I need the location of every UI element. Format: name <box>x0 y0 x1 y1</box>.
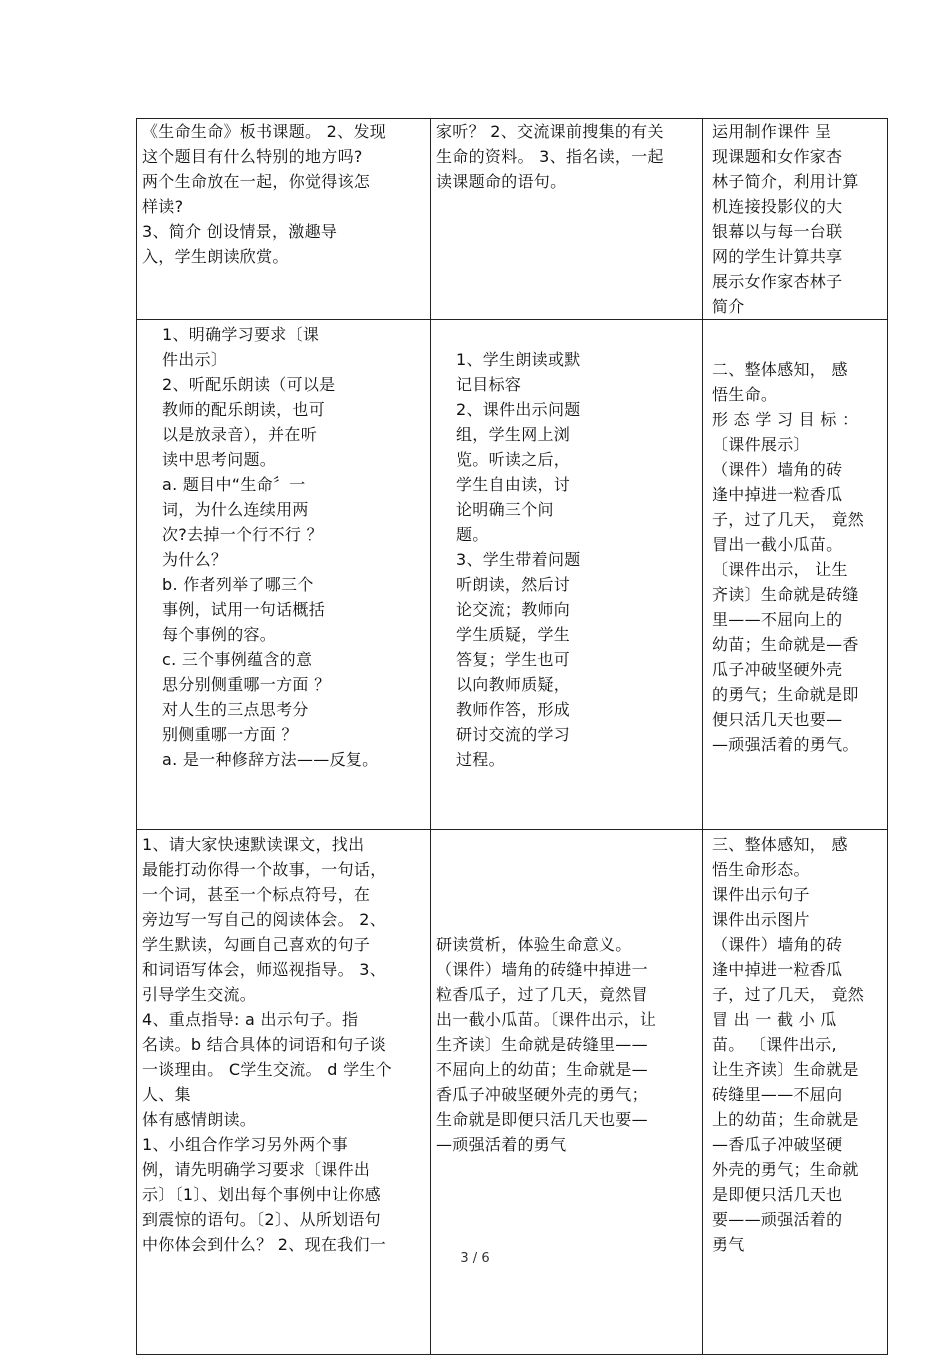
cell-text-line: 展示女作家杏林子 <box>712 272 843 291</box>
cell-text-line: —顽强活着的勇气。 <box>712 735 859 754</box>
cell-text-line: 2、听配乐朗读（可以是 <box>162 375 336 394</box>
cell-text-line: 1、学生朗读或默 <box>456 350 581 369</box>
cell-text-line: 1、请大家快速默读课文，找出 <box>142 835 365 854</box>
cell-text-line: 冒 出 一 截 小 瓜 <box>712 1010 837 1029</box>
cell-text-line: 便只活几天也要— <box>712 710 843 729</box>
cell-text-line: 勇气 <box>712 1235 745 1254</box>
cell-text-line: —顽强活着的勇气 <box>436 1135 567 1154</box>
cell-text-line: 为什么？ <box>162 550 228 569</box>
cell-text-line: 记目标容 <box>456 375 522 394</box>
cell-text-line: 最能打动你得一个故事，一句话， <box>142 860 387 879</box>
teacher-activity-cell <box>137 119 431 320</box>
student-activity-cell <box>431 119 703 320</box>
teacher-activity-cell <box>137 830 431 1355</box>
cell-text-line: 两个生命放在一起，你觉得该怎 <box>142 172 371 191</box>
cell-text-line: 齐读〕生命就是砖缝 <box>712 585 859 604</box>
cell-text-line: 要——顽强活着的 <box>712 1210 843 1229</box>
cell-text-line: 2、课件出示问题 <box>456 400 581 419</box>
cell-text-line: 教师的配乐朗读，也可 <box>162 400 326 419</box>
cell-text-line: 学生质疑，学生 <box>456 625 571 644</box>
table-row <box>137 830 888 1355</box>
cell-text-line: 粒香瓜子，过了几天，竟然冒 <box>436 985 648 1004</box>
cell-text-line: 〔课件出示， 让生 <box>712 560 848 579</box>
cell-text-line: 体有感情朗读。 <box>142 1110 257 1129</box>
cell-text-line: 生命就是即便只活几天也要— <box>436 1110 648 1129</box>
cell-text-line: 过程。 <box>456 750 505 769</box>
cell-text-line: 运用制作课件 呈 <box>712 122 832 141</box>
table-row <box>137 119 888 320</box>
cell-text-line: （课件）墙角的砖 <box>712 935 843 954</box>
cell-text-line: 上的幼苗；生命就是 <box>712 1110 859 1129</box>
cell-text-line: 瓜子冲破坚硬外壳 <box>712 660 843 679</box>
cell-text-line: 让生齐读〕生命就是 <box>712 1060 859 1079</box>
cell-text-line: a. 是一种修辞方法——反复。 <box>162 750 379 769</box>
cell-text-line: 和词语写体会，师巡视指导。 3、 <box>142 960 387 979</box>
cell-text-line: 苗。 〔课件出示, <box>712 1035 837 1054</box>
cell-text-line: 人、集 <box>142 1085 191 1104</box>
cell-text-line: 对人生的三点思考分 <box>162 700 309 719</box>
cell-text-line: 家听？ 2、交流课前搜集的有关 <box>436 122 664 141</box>
cell-text-line: 以向教师质疑， <box>456 675 571 694</box>
cell-text-line: 组，学生网上浏 <box>456 425 571 444</box>
cell-text-line: 三、整体感知， 感 <box>712 835 848 854</box>
cell-text-line: 以是放录音），并在听 <box>162 425 318 444</box>
cell-text-line: 里——不屈向上的 <box>712 610 843 629</box>
lesson-plan-table <box>136 118 888 1355</box>
cell-text-line: 引导学生交流。 <box>142 985 257 1004</box>
cell-text-line: 二、整体感知， 感 <box>712 360 848 379</box>
cell-text-line: 机连接投影仪的大 <box>712 197 843 216</box>
cell-text-line: 每个事例的容。 <box>162 625 277 644</box>
cell-text-line: a. 题目中“生命〞一 <box>162 475 306 494</box>
cell-text-line: 读课题命的语句。 <box>436 172 567 191</box>
cell-text-line: 一谈理由。 C学生交流。 d 学生个 <box>142 1060 392 1079</box>
cell-text-line: 生齐读〕生命就是砖缝里—— <box>436 1035 648 1054</box>
cell-text-line: 《生命生命》板书课题。 2、发现 <box>142 122 387 141</box>
cell-text-line: 入，学生朗读欣赏。 <box>142 247 289 266</box>
cell-text-line: 事例，试用一句话概括 <box>162 600 326 619</box>
cell-text-line: （课件）墙角的砖缝中掉进一 <box>436 960 648 979</box>
cell-text-line: 件出示〕 <box>162 350 228 369</box>
cell-text-line: 子，过了几天， 竟然 <box>712 510 865 529</box>
cell-text-line: 研读赏析，体验生命意义。 <box>436 935 632 954</box>
cell-text-line: 的勇气；生命就是即 <box>712 685 859 704</box>
cell-text-line: 词，为什么连续用两 <box>162 500 309 519</box>
cell-text-line: 外壳的勇气；生命就 <box>712 1160 859 1179</box>
cell-text-line: 次?去掉一个行不行 ？ <box>162 525 323 544</box>
cell-text-line: 〔课件展示〕 <box>712 435 810 454</box>
cell-text-line: 林子简介，利用计算 <box>712 172 859 191</box>
cell-text-line: 示〕〔1〕、划出每个事例中让你感 <box>142 1185 381 1204</box>
cell-text-line: 研讨交流的学习 <box>456 725 571 744</box>
cell-text-line: 逢中掉进一粒香瓜 <box>712 960 843 979</box>
cell-text-line: 听朗读，然后讨 <box>456 575 571 594</box>
cell-text-line: 读中思考问题。 <box>162 450 277 469</box>
design-intent-cell <box>703 320 888 830</box>
cell-text-line: 不屈向上的幼苗；生命就是— <box>436 1060 648 1079</box>
cell-text-line: 现课题和女作家杏 <box>712 147 843 166</box>
cell-text-line: 形 态 学 习 目 标 ： <box>712 410 859 429</box>
cell-text-line: 出一截小瓜苗。〔课件出示，让 <box>436 1010 657 1029</box>
cell-text-line: 1、明确学习要求〔课 <box>162 325 320 344</box>
student-activity-cell <box>431 830 703 1355</box>
design-intent-cell <box>703 830 888 1355</box>
cell-text-line: 1、小组合作学习另外两个事 <box>142 1135 349 1154</box>
cell-text-line: 银幕以与每一台联 <box>712 222 843 241</box>
cell-text-line: 览。听读之后， <box>456 450 571 469</box>
page-number: 3 / 6 <box>460 1251 490 1266</box>
cell-text-line: 冒出一截小瓜苗。 <box>712 535 843 554</box>
cell-text-line: 简介 <box>712 297 745 316</box>
cell-text-line: 别侧重哪一方面 ？ <box>162 725 298 744</box>
cell-text-line: 例，请先明确学习要求〔课件出 <box>142 1160 371 1179</box>
cell-text-line: 一个词，甚至一个标点符号，在 <box>142 885 371 904</box>
cell-text-line: 4、重点指导: a 出示句子。指 <box>142 1010 359 1029</box>
cell-text-line: 幼苗；生命就是—香 <box>712 635 859 654</box>
cell-text-line: 3、简介 创设情景，激趣导 <box>142 222 338 241</box>
cell-text-line: —香瓜子冲破坚硬 <box>712 1135 843 1154</box>
cell-text-line: c. 三个事例蕴含的意 <box>162 650 313 669</box>
cell-text-line: （课件）墙角的砖 <box>712 460 843 479</box>
cell-text-line: 思分别侧重哪一方面 ？ <box>162 675 331 694</box>
cell-text-line: 样读? <box>142 197 184 216</box>
cell-text-line: 中你体会到什么？ 2、现在我们一 <box>142 1235 387 1254</box>
cell-text-line: 悟生命形态。 <box>712 860 810 879</box>
cell-text-line: 旁边写一写自己的阅读体会。 2、 <box>142 910 387 929</box>
cell-text-line: 逢中掉进一粒香瓜 <box>712 485 843 504</box>
cell-text-line: 到震惊的语句。〔2〕、从所划语句 <box>142 1210 381 1229</box>
cell-text-line: 学生自由读，讨 <box>456 475 571 494</box>
cell-text-line: 论明确三个问 <box>456 500 554 519</box>
design-intent-cell <box>703 119 888 320</box>
cell-text-line: 香瓜子冲破坚硬外壳的勇气； <box>436 1085 648 1104</box>
cell-text-line: 悟生命。 <box>712 385 778 404</box>
cell-text-line: 子，过了几天， 竟然 <box>712 985 865 1004</box>
cell-text-line: 题。 <box>456 525 489 544</box>
cell-text-line: 学生默读，勾画自己喜欢的句子 <box>142 935 371 954</box>
cell-text-line: 这个题目有什么特别的地方吗? <box>142 147 363 166</box>
cell-text-line: 课件出示图片 <box>712 910 810 929</box>
cell-text-line: 名读。b 结合具体的词语和句子谈 <box>142 1035 387 1054</box>
student-activity-cell <box>431 320 703 830</box>
cell-text-line: 论交流；教师向 <box>456 600 571 619</box>
table-row <box>137 320 888 830</box>
cell-text-line: 网的学生计算共享 <box>712 247 843 266</box>
cell-text-line: 生命的资料。 3、指名读，一起 <box>436 147 664 166</box>
cell-text-line: 砖缝里——不屈向 <box>712 1085 843 1104</box>
teacher-activity-cell <box>137 320 431 830</box>
cell-text-line: 3、学生带着问题 <box>456 550 581 569</box>
cell-text-line: 教师作答，形成 <box>456 700 571 719</box>
cell-text-line: 是即便只活几天也 <box>712 1185 843 1204</box>
cell-text-line: 课件出示句子 <box>712 885 810 904</box>
cell-text-line: b. 作者列举了哪三个 <box>162 575 314 594</box>
cell-text-line: 答复；学生也可 <box>456 650 571 669</box>
